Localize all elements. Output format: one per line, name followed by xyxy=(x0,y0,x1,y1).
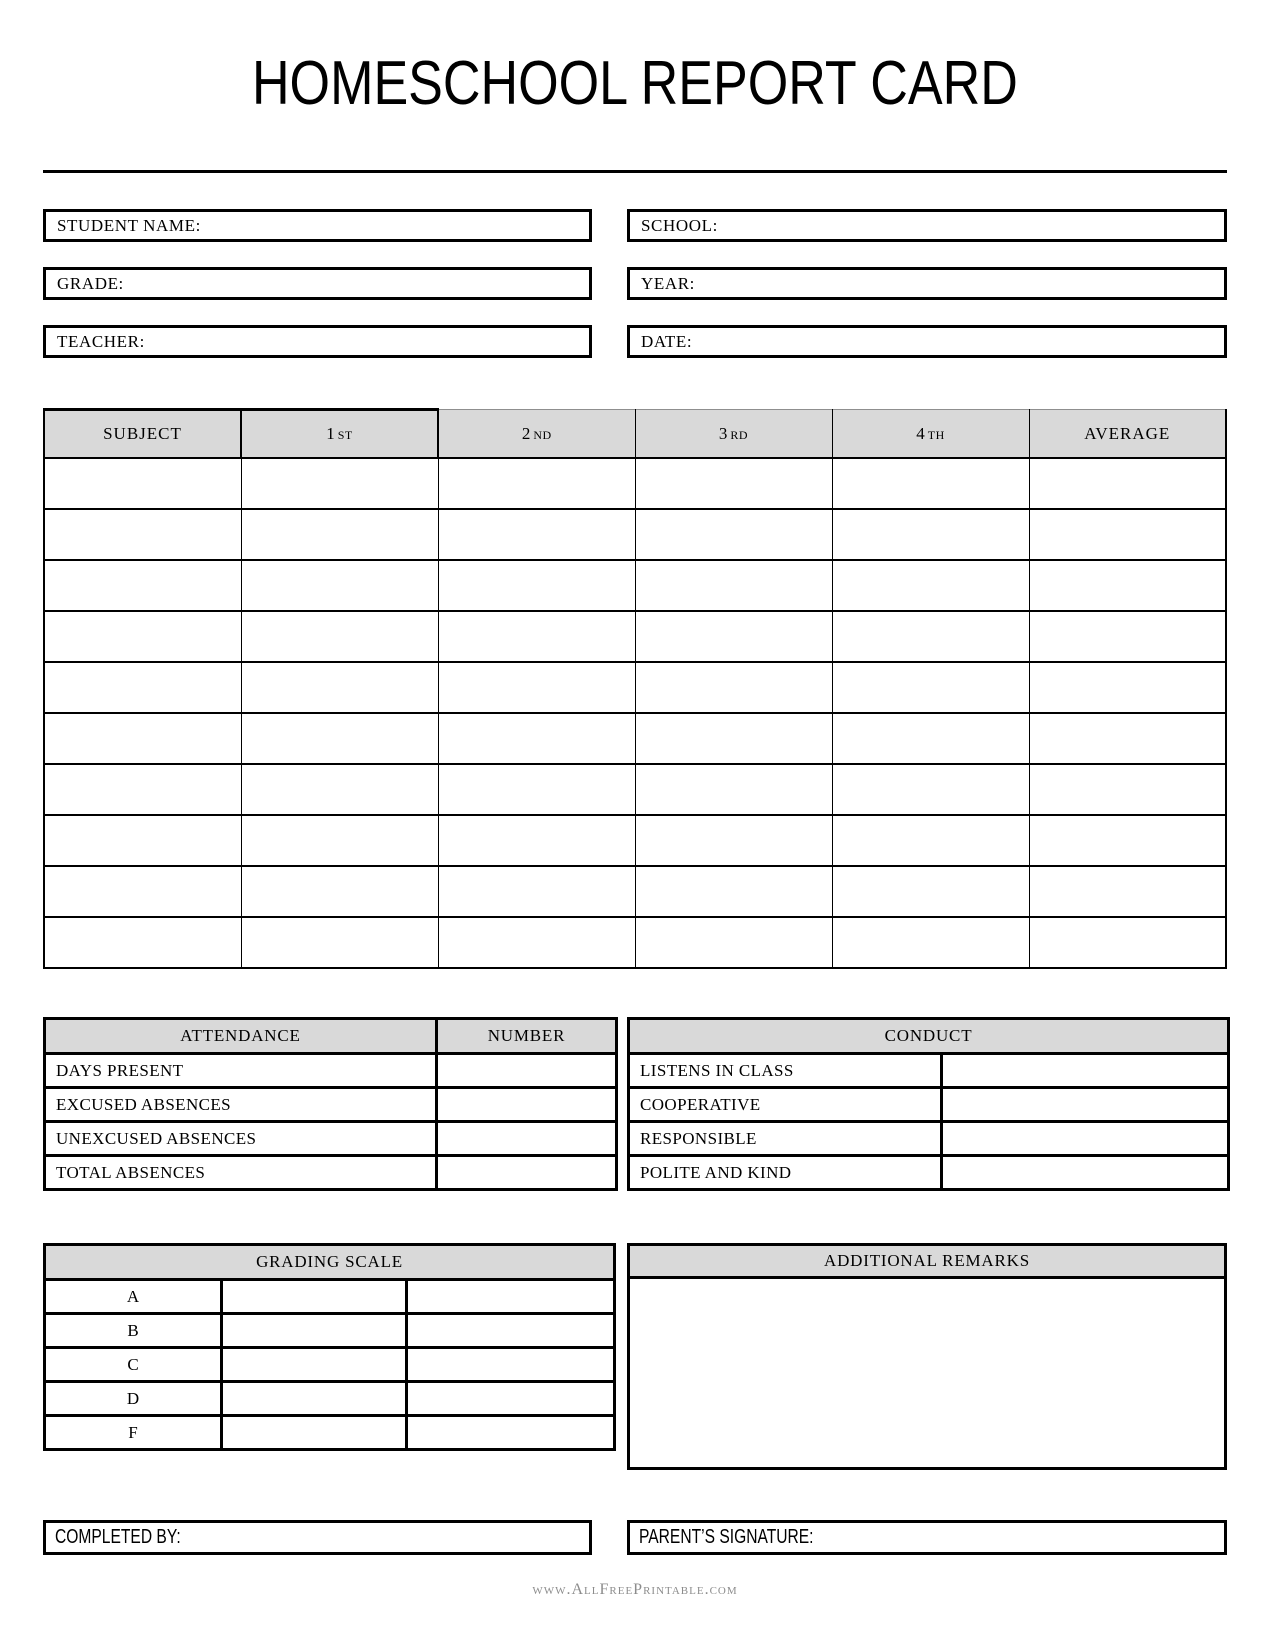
grade-cell xyxy=(1029,560,1226,611)
grade-cell xyxy=(438,764,635,815)
grade-range-cell xyxy=(407,1280,615,1314)
column-header-3rd-quarter xyxy=(635,410,832,459)
field-year-label: YEAR: xyxy=(641,273,695,293)
grade-range-cell xyxy=(407,1382,615,1416)
grades-row xyxy=(44,764,1226,815)
conduct-row xyxy=(629,1156,1229,1190)
attendance-row-label: UNEXCUSED ABSENCES xyxy=(45,1122,437,1156)
conduct-rating-cell xyxy=(942,1054,1229,1088)
conduct-table-body xyxy=(629,1054,1229,1190)
field-school-label: SCHOOL: xyxy=(641,215,718,235)
grade-cell xyxy=(635,815,832,866)
grading-scale-table xyxy=(43,1243,616,1451)
column-header-4th-quarter xyxy=(832,410,1029,459)
grades-row xyxy=(44,815,1226,866)
quarter-ordinal: ND xyxy=(533,427,552,442)
grade-cell xyxy=(832,713,1029,764)
grades-row xyxy=(44,917,1226,968)
grading-scale-row xyxy=(45,1314,615,1348)
attendance-number-cell xyxy=(437,1088,617,1122)
conduct-row xyxy=(629,1054,1229,1088)
info-fields xyxy=(43,209,1227,358)
attendance-header: ATTENDANCE xyxy=(45,1019,437,1054)
grades-row xyxy=(44,866,1226,917)
grade-cell xyxy=(438,662,635,713)
grading-remarks-section xyxy=(43,1243,1227,1470)
field-teacher xyxy=(43,325,592,358)
column-header-subject-text: SUBJECT xyxy=(103,424,182,443)
grade-cell xyxy=(635,866,832,917)
grading-scale-row xyxy=(45,1382,615,1416)
additional-remarks-area xyxy=(630,1279,1224,1467)
attendance-number-header: NUMBER xyxy=(437,1019,617,1054)
attendance-table xyxy=(43,1017,618,1191)
grades-row xyxy=(44,713,1226,764)
grade-cell xyxy=(1029,458,1226,509)
attendance-row-label: DAYS PRESENT xyxy=(45,1054,437,1088)
grades-row xyxy=(44,560,1226,611)
grade-range-cell xyxy=(222,1416,407,1450)
quarter-number: 4 xyxy=(916,423,926,443)
field-school xyxy=(627,209,1227,242)
quarter-ordinal: TH xyxy=(927,427,945,442)
grade-cell xyxy=(832,866,1029,917)
grade-cell xyxy=(1029,917,1226,968)
quarter-number: 1 xyxy=(326,424,336,443)
attendance-row xyxy=(45,1122,617,1156)
grade-cell xyxy=(832,662,1029,713)
additional-remarks-header: ADDITIONAL REMARKS xyxy=(630,1246,1224,1279)
quarter-ordinal: ST xyxy=(337,428,353,442)
grade-letter-cell: B xyxy=(45,1314,222,1348)
grading-scale-row xyxy=(45,1280,615,1314)
field-grade-label: GRADE: xyxy=(57,273,124,293)
conduct-row-label: RESPONSIBLE xyxy=(629,1122,942,1156)
conduct-row xyxy=(629,1088,1229,1122)
grade-cell xyxy=(635,917,832,968)
page-title-text: HOMESCHOOL REPORT CARD xyxy=(252,49,1018,118)
attendance-table-body xyxy=(45,1054,617,1190)
column-header-1st-quarter xyxy=(241,410,438,459)
subject-cell xyxy=(44,560,241,611)
field-date-label: DATE: xyxy=(641,331,693,351)
grade-cell xyxy=(241,662,438,713)
grade-cell xyxy=(241,815,438,866)
grades-table-header xyxy=(44,410,1226,459)
completed-by-box xyxy=(43,1520,592,1555)
grade-cell xyxy=(832,509,1029,560)
grades-row xyxy=(44,611,1226,662)
attendance-row-label: TOTAL ABSENCES xyxy=(45,1156,437,1190)
completed-by-label: COMPLETED BY: xyxy=(55,1526,181,1548)
field-student-name-label: STUDENT NAME: xyxy=(57,215,201,235)
field-grade xyxy=(43,267,592,300)
grade-cell xyxy=(438,866,635,917)
conduct-header: CONDUCT xyxy=(629,1019,1229,1054)
parents-signature-box xyxy=(627,1520,1227,1555)
grade-cell xyxy=(241,509,438,560)
grade-letter-cell: F xyxy=(45,1416,222,1450)
grading-scale-row xyxy=(45,1416,615,1450)
quarter-number: 2 xyxy=(521,423,532,443)
grades-row xyxy=(44,509,1226,560)
conduct-row xyxy=(629,1122,1229,1156)
grade-cell xyxy=(438,509,635,560)
grade-range-cell xyxy=(407,1348,615,1382)
subject-cell xyxy=(44,815,241,866)
conduct-row-label: POLITE AND KIND xyxy=(629,1156,942,1190)
column-header-2nd-quarter xyxy=(438,410,635,459)
grade-cell xyxy=(832,611,1029,662)
grade-cell xyxy=(635,458,832,509)
grade-letter-cell: D xyxy=(45,1382,222,1416)
grading-scale-row xyxy=(45,1348,615,1382)
grade-range-cell xyxy=(407,1314,615,1348)
attendance-number-cell xyxy=(437,1122,617,1156)
subject-cell xyxy=(44,866,241,917)
grade-cell xyxy=(241,764,438,815)
grade-cell xyxy=(635,713,832,764)
column-header-average xyxy=(1029,410,1226,459)
grade-cell xyxy=(832,458,1029,509)
grade-letter-cell: A xyxy=(45,1280,222,1314)
attendance-row-label: EXCUSED ABSENCES xyxy=(45,1088,437,1122)
grade-cell xyxy=(635,509,832,560)
grade-cell xyxy=(832,917,1029,968)
grade-cell xyxy=(635,560,832,611)
grade-cell xyxy=(241,560,438,611)
conduct-table xyxy=(627,1017,1230,1191)
conduct-rating-cell xyxy=(942,1088,1229,1122)
subject-cell xyxy=(44,917,241,968)
attendance-number-cell xyxy=(437,1156,617,1190)
grading-scale-header: GRADING SCALE xyxy=(45,1245,615,1280)
field-year xyxy=(627,267,1227,300)
grade-cell xyxy=(438,458,635,509)
attendance-row xyxy=(45,1054,617,1088)
grade-cell xyxy=(832,764,1029,815)
subject-cell xyxy=(44,458,241,509)
grade-cell xyxy=(438,815,635,866)
column-header-average-text: AVERAGE xyxy=(1084,423,1171,443)
grade-cell xyxy=(832,815,1029,866)
grade-cell xyxy=(438,917,635,968)
grade-cell xyxy=(635,662,832,713)
column-header-subject xyxy=(44,410,241,459)
title-divider xyxy=(43,170,1227,173)
subject-cell xyxy=(44,509,241,560)
grade-cell xyxy=(832,560,1029,611)
attendance-row xyxy=(45,1156,617,1190)
subject-cell xyxy=(44,662,241,713)
parents-signature-label: PARENT’S SIGNATURE: xyxy=(639,1526,814,1548)
quarter-number: 3 xyxy=(718,423,729,443)
grade-range-cell xyxy=(407,1416,615,1450)
grade-cell xyxy=(635,764,832,815)
grade-cell xyxy=(1029,764,1226,815)
grade-cell xyxy=(241,917,438,968)
grade-range-cell xyxy=(222,1280,407,1314)
grade-cell xyxy=(438,611,635,662)
grade-cell xyxy=(1029,815,1226,866)
grade-cell xyxy=(1029,611,1226,662)
grade-range-cell xyxy=(222,1382,407,1416)
subject-cell xyxy=(44,764,241,815)
quarter-ordinal: RD xyxy=(730,427,749,442)
footer-website: www.AllFreePrintable.com xyxy=(532,1581,738,1598)
conduct-row-label: LISTENS IN CLASS xyxy=(629,1054,942,1088)
additional-remarks-panel xyxy=(627,1243,1227,1470)
field-teacher-label: TEACHER: xyxy=(57,331,145,351)
field-student-name xyxy=(43,209,592,242)
grade-cell xyxy=(438,560,635,611)
signature-section xyxy=(43,1520,1227,1555)
grade-cell xyxy=(438,713,635,764)
grades-row xyxy=(44,662,1226,713)
attendance-conduct-section xyxy=(43,1017,1227,1191)
grade-cell xyxy=(635,611,832,662)
page-title xyxy=(43,0,1227,122)
grading-scale-table-body xyxy=(45,1280,615,1450)
grade-cell xyxy=(241,611,438,662)
grade-letter-cell: C xyxy=(45,1348,222,1382)
grade-cell xyxy=(1029,662,1226,713)
attendance-number-cell xyxy=(437,1054,617,1088)
grade-cell xyxy=(1029,509,1226,560)
grade-cell xyxy=(241,458,438,509)
conduct-rating-cell xyxy=(942,1156,1229,1190)
grade-cell xyxy=(241,713,438,764)
grade-cell xyxy=(1029,866,1226,917)
subject-cell xyxy=(44,713,241,764)
grade-cell xyxy=(241,866,438,917)
conduct-row-label: COOPERATIVE xyxy=(629,1088,942,1122)
grade-cell xyxy=(1029,713,1226,764)
grade-range-cell xyxy=(222,1348,407,1382)
grade-range-cell xyxy=(222,1314,407,1348)
attendance-row xyxy=(45,1088,617,1122)
grades-row xyxy=(44,458,1226,509)
subject-cell xyxy=(44,611,241,662)
field-date xyxy=(627,325,1227,358)
grades-table xyxy=(43,408,1227,969)
grades-table-body xyxy=(44,458,1226,968)
conduct-rating-cell xyxy=(942,1122,1229,1156)
